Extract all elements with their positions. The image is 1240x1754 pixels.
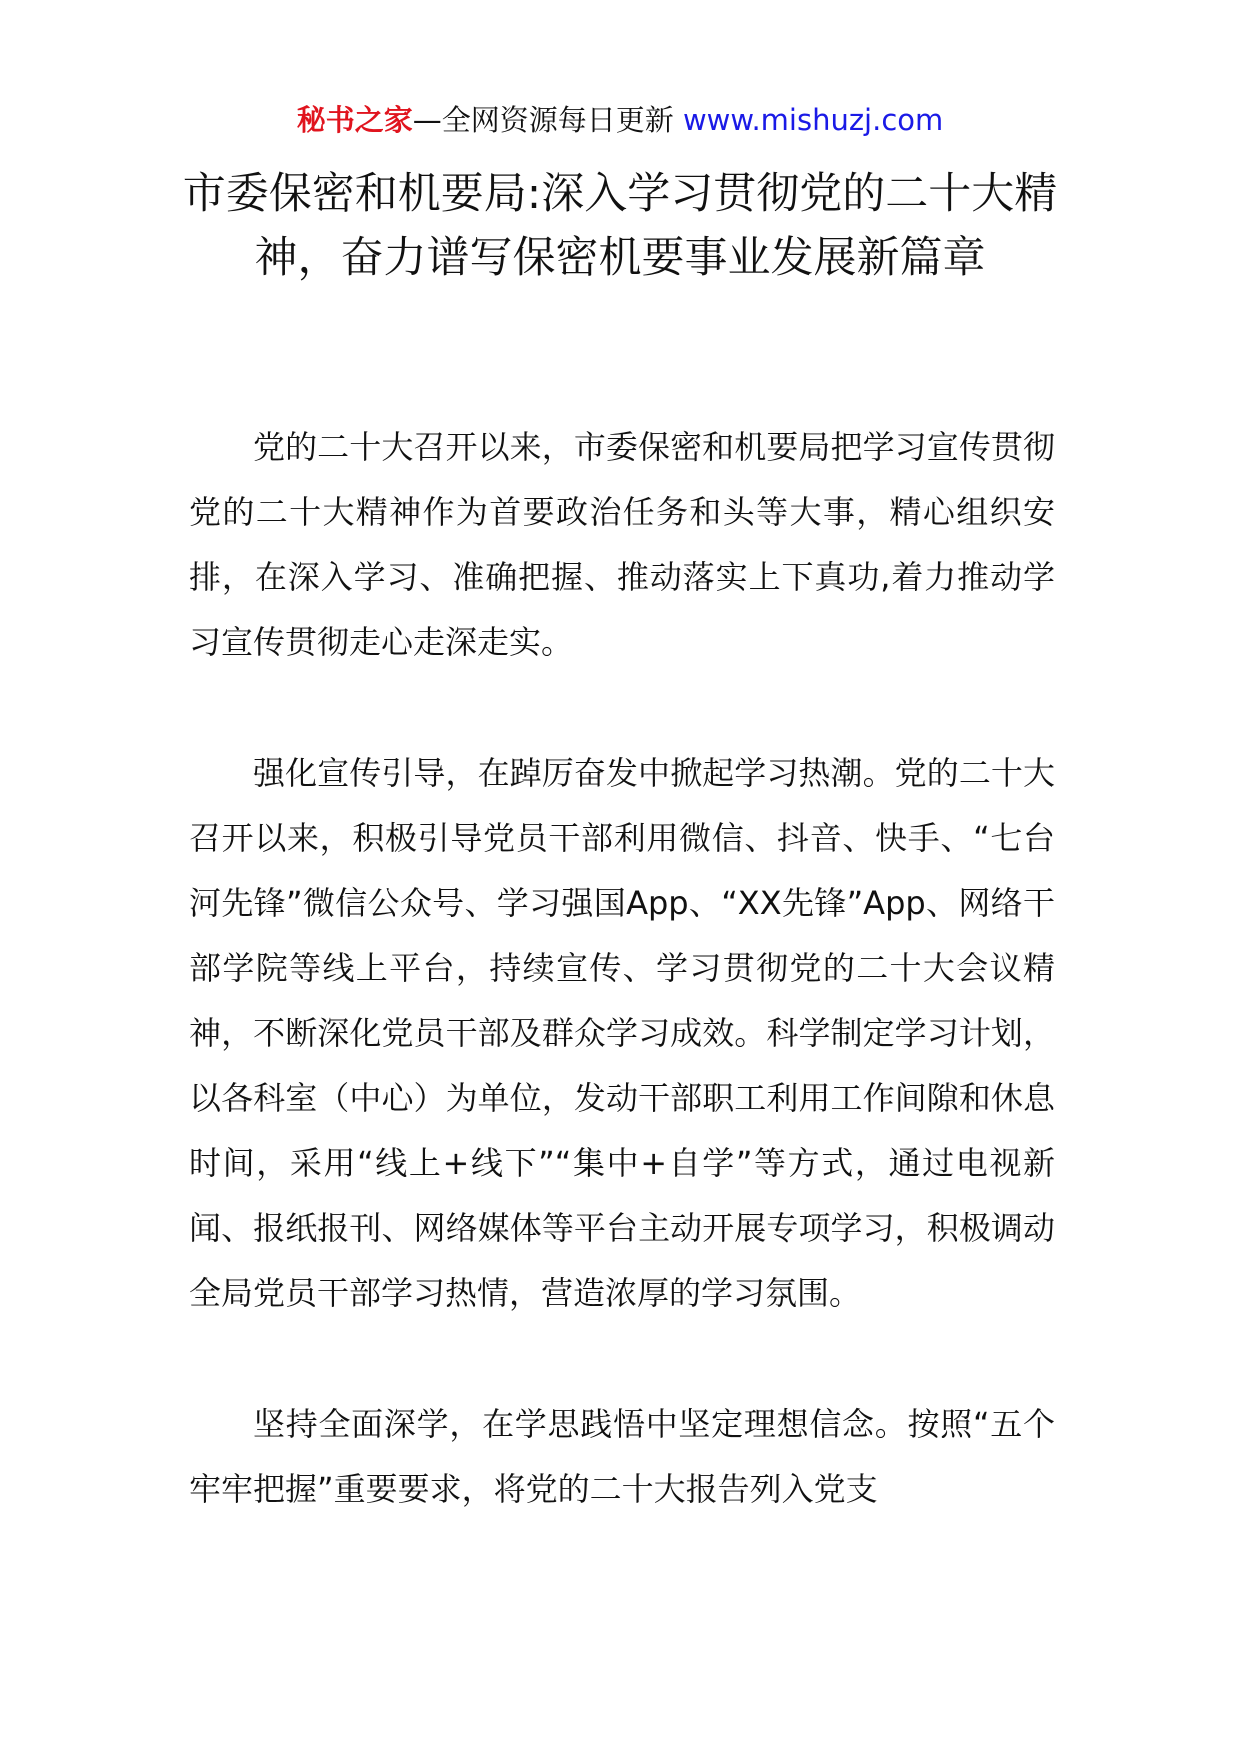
document-title: 市委保密和机要局:深入学习贯彻党的二十大精神，奋力谱写保密机要事业发展新篇章 bbox=[182, 169, 1058, 283]
site-tagline: —全网资源每日更新 bbox=[412, 103, 674, 137]
document-body bbox=[189, 415, 1055, 1588]
site-url-link[interactable]: www.mishuzj.com bbox=[682, 103, 944, 137]
paragraph-1: 党的二十大召开以来，市委保密和机要局把学习宣传贯彻党的二十大精神作为首要政治任务和头等大事，精心组织安排，在深入学习、准确把握、推动落实上下真功,着力推动学习宣传贯彻走心走深走实。 bbox=[189, 428, 1055, 661]
paragraph-2: 强化宣传引导，在踔厉奋发中掀起学习热潮。党的二十大召开以来，积极引导党员干部利用微信、抖音、快手、“七台河先锋”微信公众号、学习强国App、“XX先锋”App、网络干部学院等线上平台，持续宣传、学习贯彻党的二十大会议精神，不断深化党员干部及群众学习成效。科学制定学习计划，以各科室（中心）为单位，发动干部职工利用工作间隙和休息时间，采用“线上+线下”“集中+自学”等方式，通过电视新闻、报纸报刊、网络媒体等平台主动开展专项学习，积极调动全局党员干部学习热情，营造浓厚的学习氛围。 bbox=[189, 754, 1055, 1312]
site-brand: 秘书之家 bbox=[296, 103, 413, 137]
paragraph-3: 坚持全面深学，在学思践悟中坚定理想信念。按照“五个牢牢把握”重要要求，将党的二十大报告列入党支 bbox=[189, 1405, 1055, 1508]
site-header bbox=[0, 100, 1240, 140]
